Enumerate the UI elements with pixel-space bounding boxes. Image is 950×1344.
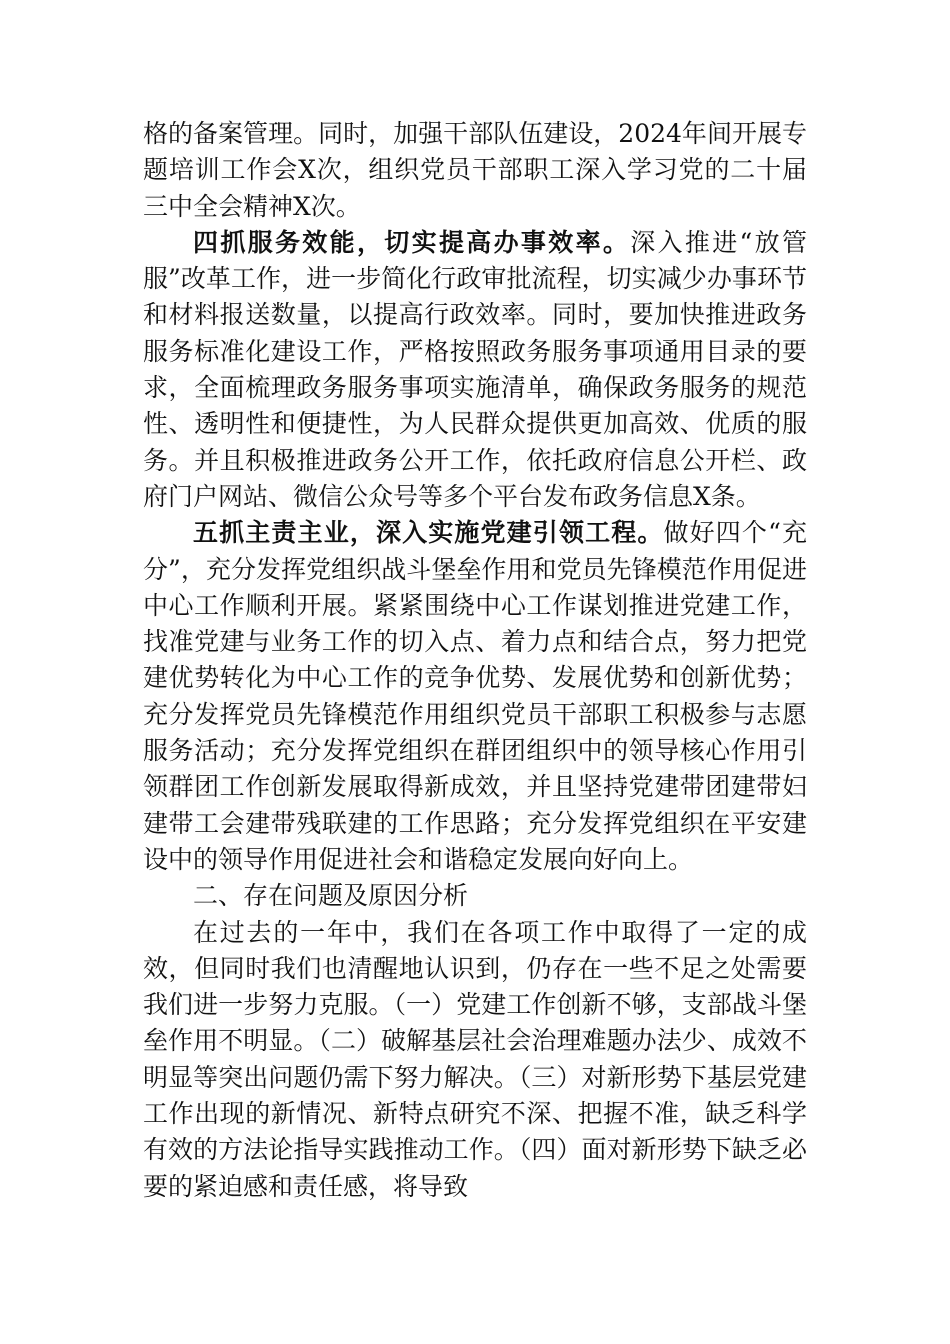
paragraph-problems [143,915,807,1205]
paragraph-party-building [143,515,807,878]
paragraph-text: 做好四个“充分”，充分发挥党组织战斗堡垒作用和党员先锋模范作用促进中心工作顺利开展。紧紧围绕中心工作谋划推进党建工作，找准党建与业务工作的切入点、着力点和结合点，努力把党建优势转化为中心工作的竞争优势、发展优势和创新优势；充分发挥党员先锋模范作用组织党员干部职工积极参与志愿服务活动；充分发挥党组织在群团组织中的领导核心作用引领群团工作创新发展取得新成效，并且坚持党建带团建带妇建带工会建带残联建的工作思路；充分发挥党组织在平安建设中的领导作用促进社会和谐稳定发展向好向上。 [143,518,807,874]
paragraph-text: 在过去的一年中，我们在各项工作中取得了一定的成效，但同时我们也清醒地认识到，仍存在一些不足之处需要我们进一步努力克服。（一）党建工作创新不够，支部战斗堡垒作用不明显。（二）破解基层社会治理难题办法少、成效不明显等突出问题仍需下努力解决。（三）对新形势下基层党建工作出现的新情况、新特点研究不深、把握不准，缺乏科学有效的方法论指导实践推动工作。（四）面对新形势下缺乏必要的紧迫感和责任感，将导致 [143,917,807,1201]
paragraph-continued [143,116,807,225]
paragraph-lead: 五抓主责主业，深入实施党建引领工程。 [193,518,664,548]
paragraph-text: 格的备案管理。同时，加强干部队伍建设，2024年间开展专题培训工作会X次，组织党员干部职工深入学习党的二十届三中全会精神X次。 [143,119,807,221]
document-page [143,116,807,1205]
paragraph-lead: 四抓服务效能，切实提高办事效率。 [193,227,631,257]
paragraph-service-efficiency [143,225,807,515]
section-heading: 二、存在问题及原因分析 [193,881,469,911]
paragraph-text: 深入推进“放管服”改革工作，进一步简化行政审批流程，切实减少办事环节和材料报送数量，以提高行政效率。同时，要加快推进政务服务标准化建设工作，严格按照政务服务事项通用目录的要求，全面梳理政务服务事项实施清单，确保政务服务的规范性、透明性和便捷性，为人民群众提供更加高效、优质的服务。并且积极推进政务公开工作，依托政府信息公开栏、政府门户网站、微信公众号等多个平台发布政务信息X条。 [143,227,807,511]
